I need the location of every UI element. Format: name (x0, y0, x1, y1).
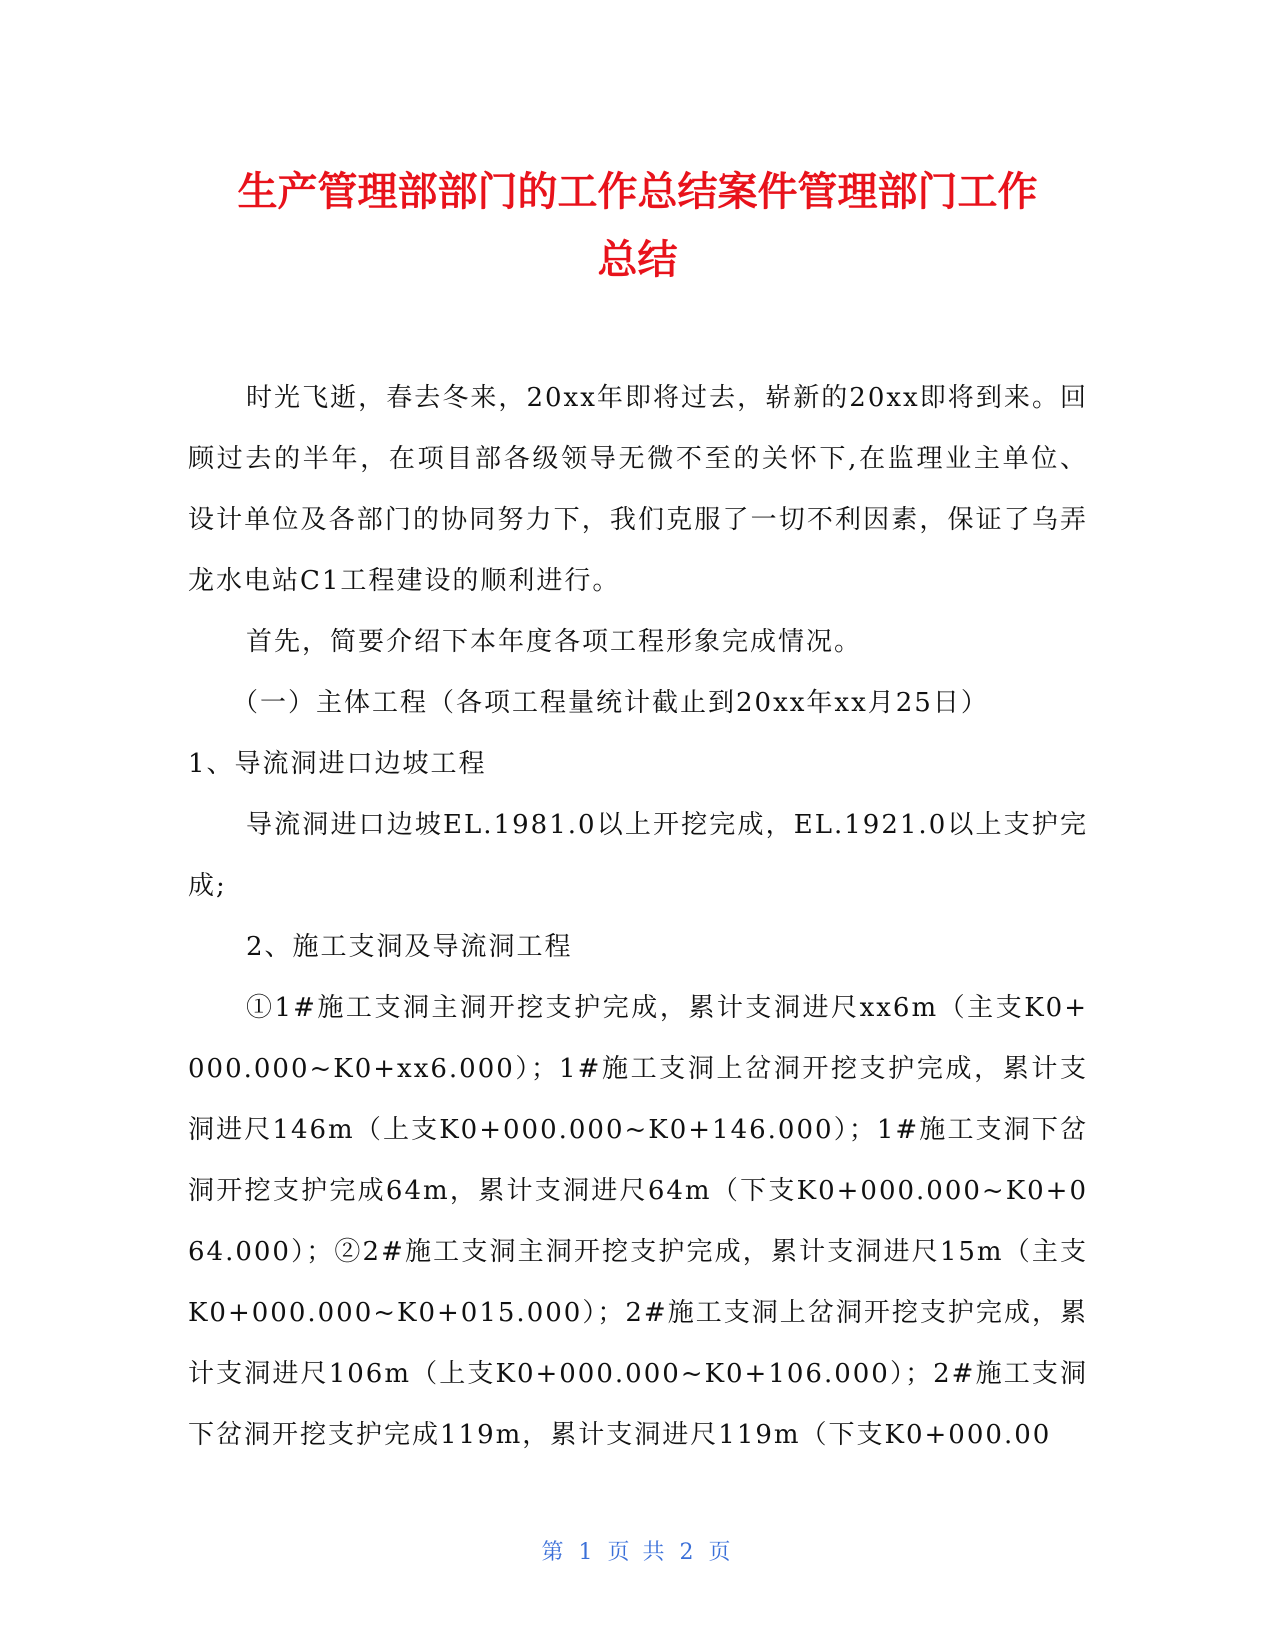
document-title (180, 158, 1095, 294)
section-heading-main-works: （一）主体工程（各项工程量统计截止到20xx年xx月25日） (232, 688, 989, 718)
paragraph-slope-works: 导流洞进口边坡EL.1981.0以上开挖完成，EL.1921.0以上支护完成; (188, 810, 1088, 901)
footer-total-pages: 2 (679, 1540, 697, 1565)
footer-mid: 页 共 (607, 1540, 668, 1565)
title-line-2: 总结 (597, 237, 678, 283)
paragraph-overview: 首先，简要介绍下本年度各项工程形象完成情况。 (246, 627, 863, 657)
footer-prefix: 第 (541, 1540, 567, 1565)
subsection-heading-1: 1、导流洞进口边坡工程 (188, 749, 487, 779)
subsection-heading-2: 2、施工支洞及导流洞工程 (246, 932, 573, 962)
footer-suffix: 页 (708, 1540, 734, 1565)
document-body (188, 368, 1088, 1466)
paragraph-intro: 时光飞逝，春去冬来，20xx年即将过去，崭新的20xx即将到来。回顾过去的半年，在项目部各级领导无微不至的关怀下,在监理业主单位、设计单位及各部门的协同努力下，我们克服了一切不利因素，保证了乌弄龙水电站C1工程建设的顺利进行。 (188, 383, 1088, 596)
paragraph-tunnel-works: ①1#施工支洞主洞开挖支护完成，累计支洞进尺xx6m（主支K0+000.000~K0+xx6.000）；1#施工支洞上岔洞开挖支护完成，累计支洞进尺146m（上支K0+000.000~K0+146.000）；1#施工支洞下岔洞开挖支护完成64m，累计支洞进尺64m（下支K0+000.000~K0+064.000）；②2#施工支洞主洞开挖支护完成，累计支洞进尺15m（主支K0+000.000~K0+015.000）；2#施工支洞上岔洞开挖支护完成，累计支洞进尺106m（上支K0+000.000~K0+106.000）；2#施工支洞下岔洞开挖支护完成119m，累计支洞进尺119m（下支K0+000.00 (188, 993, 1088, 1450)
title-line-1: 生产管理部部门的工作总结案件管理部门工作 (237, 169, 1038, 215)
footer-current-page: 1 (578, 1540, 596, 1565)
page-footer (0, 1535, 1275, 1566)
